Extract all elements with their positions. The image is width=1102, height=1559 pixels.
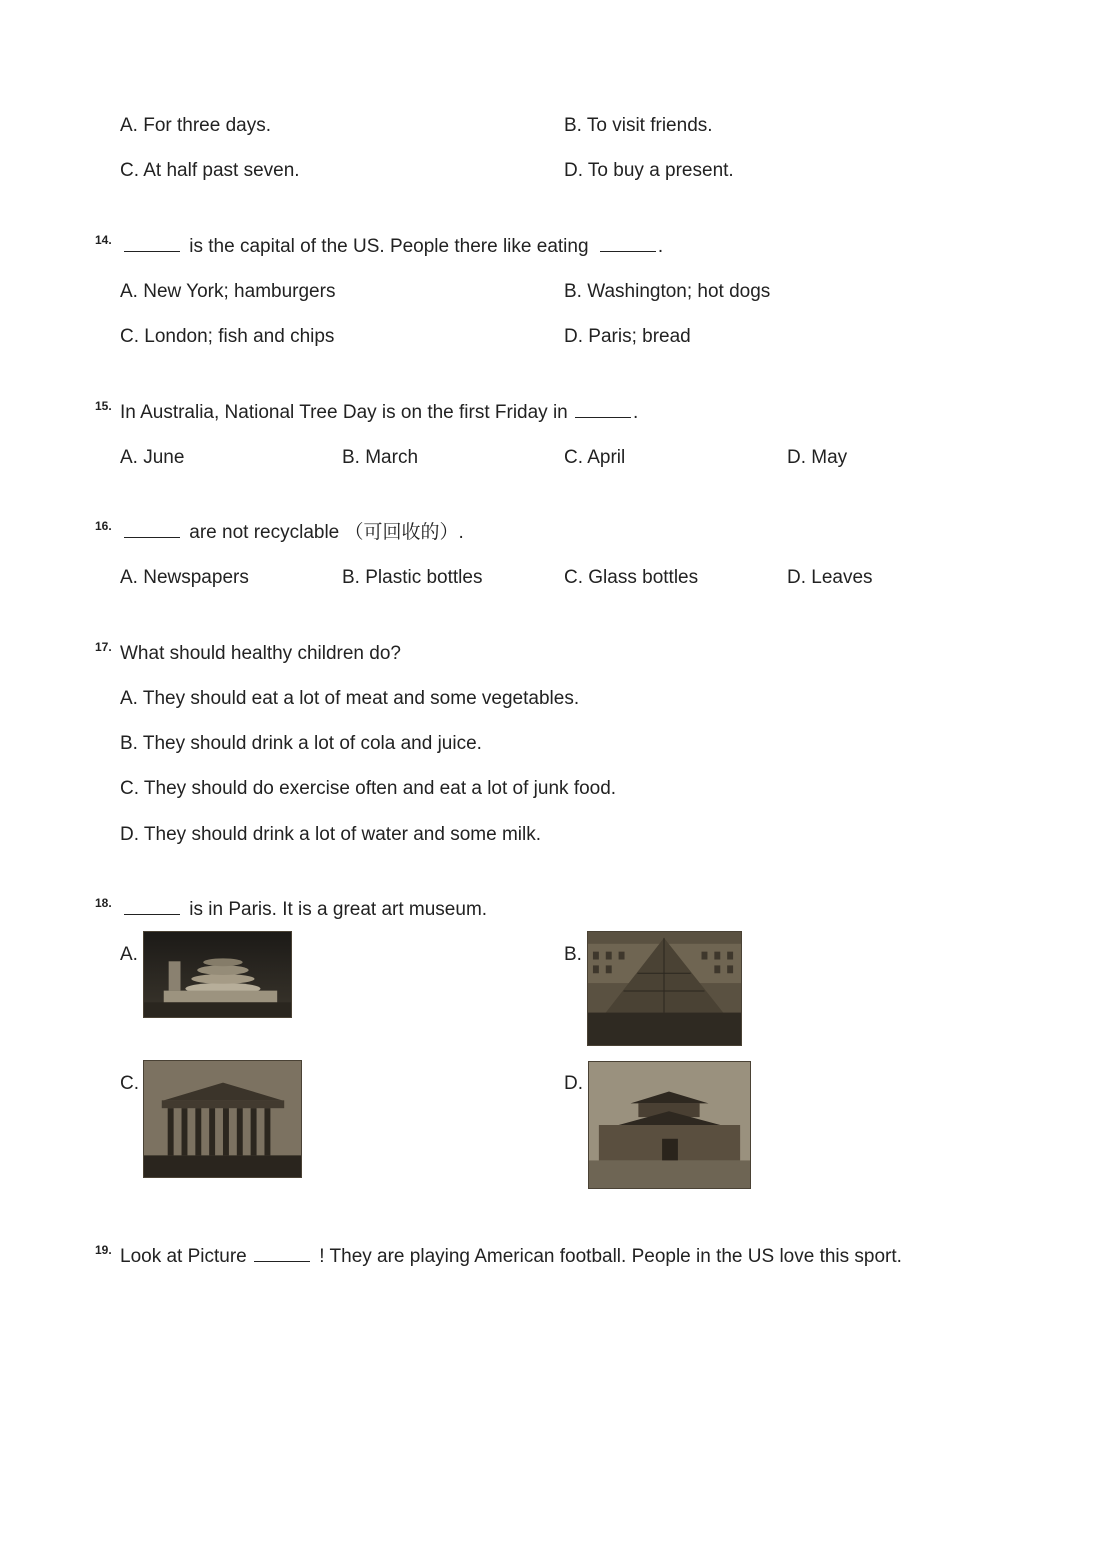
q18-option-d-label: D. [564,1073,583,1094]
q18-option-a-label: A. [120,944,138,965]
q14-option-a: A. New York; hamburgers [120,281,336,302]
louvre-pyramid-photo [587,931,742,1046]
q18-text: is in Paris. It is a great art museum. [184,899,488,920]
q16-option-c: C. Glass bottles [564,567,699,588]
q14-option-c: C. London; fish and chips [120,326,335,347]
q19-text-end: ! They are playing American football. People in the US love this sport. [314,1246,902,1267]
q16-option-a: A. Newspapers [120,567,249,588]
q15-text: In Australia, National Tree Day is on the first Friday in [120,402,574,423]
q13-option-c: C. At half past seven. [120,160,300,181]
q18-option-b-label: B. [564,944,582,965]
q15-option-b: B. March [342,447,419,468]
q18-option-c-label: C. [120,1073,139,1094]
q17-option-d: D. They should drink a lot of water and some milk. [120,824,542,845]
q16-option-d: D. Leaves [787,567,873,588]
q16-option-b: B. Plastic bottles [342,567,483,588]
q14-text: is the capital of the US. People there like eating [184,236,594,257]
q17-option-a: A. They should eat a lot of meat and some vegetables. [120,688,580,709]
q15-option-a: A. June [120,447,185,468]
q14-text-end: . [657,236,664,257]
q17-text: What should healthy children do? [120,643,401,664]
q15-stem [120,401,638,425]
museum-columns-photo [143,1060,302,1178]
answer-blank [124,235,180,252]
q14-option-d: D. Paris; bread [564,326,691,347]
q15-option-d: D. May [787,447,848,468]
q19-stem [120,1245,902,1269]
q13-option-d: D. To buy a present. [564,160,734,181]
q16-text: are not recyclable （可回收的）. [184,522,464,543]
q18-stem [124,898,487,922]
answer-blank [254,1245,310,1262]
answer-blank [124,898,180,915]
palace-museum-photo [588,1061,751,1189]
q18-number: 18. [95,896,112,910]
q15-option-c: C. April [564,447,626,468]
q16-stem [124,521,464,545]
q17-option-b: B. They should drink a lot of cola and juice. [120,733,482,754]
guggenheim-museum-photo [143,931,292,1018]
q17-number: 17. [95,640,112,654]
q14-option-b: B. Washington; hot dogs [564,281,771,302]
q14-number: 14. [95,233,112,247]
answer-blank [575,401,631,418]
q17-option-c: C. They should do exercise often and eat a lot of junk food. [120,778,617,799]
answer-blank [600,235,656,252]
q19-text-start: Look at Picture [120,1246,253,1267]
q16-number: 16. [95,519,112,533]
answer-blank [124,521,180,538]
q14-stem [124,235,663,259]
q13-option-a: A. For three days. [120,115,272,136]
q15-text-end: . [633,402,639,423]
q13-option-b: B. To visit friends. [564,115,713,136]
q19-number: 19. [95,1243,112,1257]
q15-number: 15. [95,399,112,413]
